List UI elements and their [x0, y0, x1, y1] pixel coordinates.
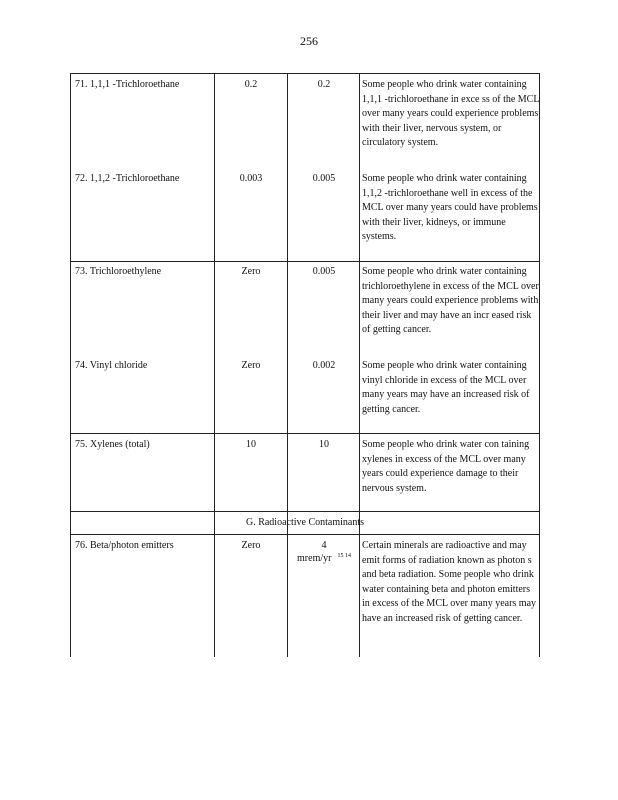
- mcl-number: 4: [321, 540, 327, 551]
- mcl-unit: mrem/yr: [297, 553, 332, 564]
- health-effect-text: Certain minerals are radioactive and may emit forms of radiation known as photon s and beta radiation. Some people who drink water containing beta and photon emitters in excess of the MCL over many years may have an increased risk of getting cancer.: [362, 540, 537, 624]
- health-effect-text: Some people who drink water containing trichloroethylene in excess of the MCL over many years could experience problems with their liver and may have an incr eased risk of getting cancer.: [362, 266, 539, 335]
- mclg-value: 0.2: [244, 79, 258, 90]
- health-effect-text: Some people who drink water con taining xylenes in excess of the MCL over many years could experience damage to their nervous system.: [362, 439, 530, 494]
- mcl-value: 0.005: [312, 266, 336, 277]
- mclg-value: Zero: [241, 360, 261, 371]
- mcl-unit-line: [287, 552, 361, 565]
- contaminant-name: 71. 1,1,1 -Trichloroethane: [75, 79, 180, 90]
- health-effect-text: Some people who drink water containing vinyl chloride in excess of the MCL over many years may have an increased risk of getting cancer.: [362, 360, 530, 415]
- mcl-value: 0.2: [317, 79, 331, 90]
- health-effect-text: Some people who drink water containing 1,1,2 -trichloroethane well in excess of the MCL over many years could have problems with their liver, kidneys, or immune systems.: [362, 173, 538, 242]
- contaminant-table: [70, 73, 540, 657]
- row-divider: [71, 534, 539, 535]
- page-number: 256: [300, 34, 318, 48]
- row-divider: [71, 511, 539, 512]
- mcl-value: 10: [319, 439, 329, 450]
- contaminant-name: 74. Vinyl chloride: [75, 360, 148, 371]
- mclg-value: Zero: [241, 266, 261, 277]
- health-effect-text: Some people who drink water containing 1,1,1 -trichloroethane in exce ss of the MCL over many years could experience problems with their liver, nervous system, or circulatory system.: [362, 79, 540, 148]
- mclg-value: 0.003: [239, 173, 263, 184]
- contaminant-name: 72. 1,1,2 -Trichloroethane: [75, 173, 180, 184]
- contaminant-name: 73. Trichloroethylene: [75, 266, 162, 277]
- mcl-value: 0.005: [312, 173, 336, 184]
- footnote-refs: 15 14: [337, 552, 351, 559]
- mclg-value: 10: [246, 439, 256, 450]
- contaminant-name: 75. Xylenes (total): [75, 439, 150, 450]
- section-heading: G. Radioactive Contaminants: [245, 517, 365, 528]
- mcl-value: [287, 539, 361, 565]
- row-divider: [71, 433, 539, 434]
- mclg-value: Zero: [241, 540, 261, 551]
- contaminant-name: 76. Beta/photon emitters: [75, 540, 174, 551]
- row-divider: [71, 261, 539, 262]
- mcl-value: 0.002: [312, 360, 336, 371]
